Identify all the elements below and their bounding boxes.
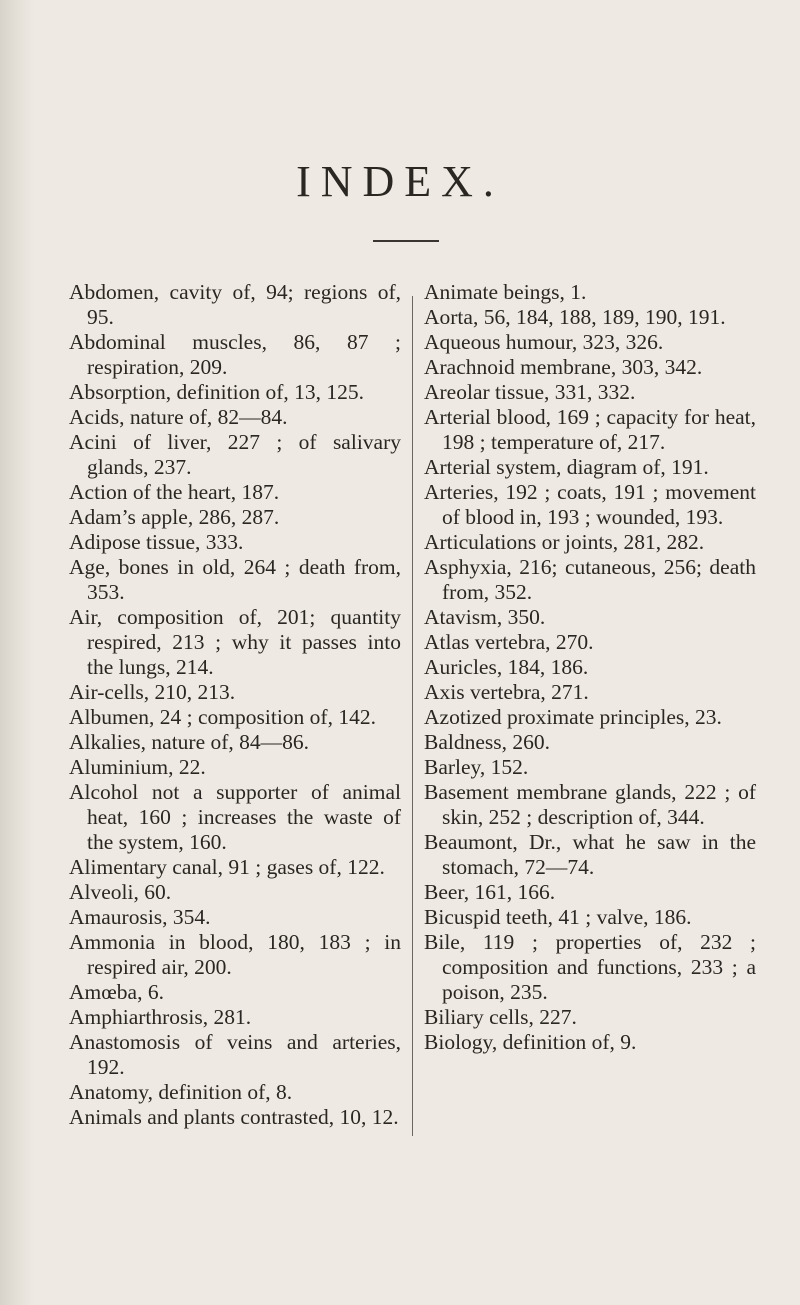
title-rule: [373, 240, 439, 242]
index-entry: Barley, 152.: [424, 755, 529, 779]
index-entry: Basement membrane glands, 222 ; of skin, 252 ; description of, 344.: [424, 780, 756, 829]
index-entry: Aluminium, 22.: [69, 755, 206, 779]
index-entry: Areolar tissue, 331, 332.: [424, 380, 636, 404]
index-entry: Alimentary canal, 91 ; gases of, 122.: [69, 855, 385, 879]
index-column-right: [424, 280, 756, 1055]
index-entry: Acini of liver, 227 ; of salivary glands, 237.: [69, 430, 401, 479]
index-entry: Absorption, definition of, 13, 125.: [69, 380, 365, 404]
index-entry: Arteries, 192 ; coats, 191 ; movement of blood in, 193 ; wounded, 193.: [424, 480, 756, 529]
index-entry: Beaumont, Dr., what he saw in the stomach, 72—74.: [424, 830, 756, 879]
index-entry: Biliary cells, 227.: [424, 1005, 577, 1029]
index-entry: Adam’s apple, 286, 287.: [69, 505, 280, 529]
index-entry: Aorta, 56, 184, 188, 189, 190, 191.: [424, 305, 726, 329]
index-entry: Acids, nature of, 82—84.: [69, 405, 288, 429]
index-entry: Abdomen, cavity of, 94; regions of, 95.: [69, 280, 401, 329]
index-entry: Animate beings, 1.: [424, 280, 587, 304]
index-entry: Ammonia in blood, 180, 183 ; in respired air, 200.: [69, 930, 401, 979]
index-entry: Anatomy, definition of, 8.: [69, 1080, 293, 1104]
index-entry: Alkalies, nature of, 84—86.: [69, 730, 310, 754]
index-entry: Amphiarthrosis, 281.: [69, 1005, 252, 1029]
index-entry: Animals and plants contrasted, 10, 12.: [69, 1105, 399, 1129]
index-entry: Amaurosis, 354.: [69, 905, 211, 929]
page-title: INDEX.: [296, 157, 504, 206]
index-entry: Albumen, 24 ; composition of, 142.: [69, 705, 376, 729]
index-entry: Arterial blood, 169 ; capacity for heat, 198 ; temperature of, 217.: [424, 405, 756, 454]
index-entry: Bile, 119 ; properties of, 232 ; composition and functions, 233 ; a poison, 235.: [424, 930, 756, 1004]
index-entry: Azotized proximate principles, 23.: [424, 705, 722, 729]
index-entry: Air-cells, 210, 213.: [69, 680, 236, 704]
index-entry: Atavism, 350.: [424, 605, 546, 629]
index-column-left: [69, 280, 401, 1130]
index-entry: Abdominal muscles, 86, 87 ; respiration, 209.: [69, 330, 401, 379]
index-entry: Arachnoid membrane, 303, 342.: [424, 355, 703, 379]
index-entry: Action of the heart, 187.: [69, 480, 280, 504]
index-entry: Baldness, 260.: [424, 730, 551, 754]
index-entry: Beer, 161, 166.: [424, 880, 556, 904]
index-entry: Anastomosis of veins and arteries, 192.: [69, 1030, 401, 1079]
index-entry: Asphyxia, 216; cutaneous, 256; death from, 352.: [424, 555, 756, 604]
index-entry: Atlas vertebra, 270.: [424, 630, 594, 654]
index-entry: Auricles, 184, 186.: [424, 655, 589, 679]
index-entry: Age, bones in old, 264 ; death from, 353.: [69, 555, 401, 604]
index-entry: Air, composition of, 201; quantity respired, 213 ; why it passes into the lungs, 214.: [69, 605, 401, 679]
index-entry: Bicuspid teeth, 41 ; valve, 186.: [424, 905, 692, 929]
column-divider: [412, 296, 413, 1136]
index-entry: Biology, definition of, 9.: [424, 1030, 637, 1054]
index-entry: Aqueous humour, 323, 326.: [424, 330, 664, 354]
index-entry: Amœba, 6.: [69, 980, 164, 1004]
index-entry: Articulations or joints, 281, 282.: [424, 530, 705, 554]
index-entry: Alcohol not a supporter of animal heat, 160 ; increases the waste of the system, 160.: [69, 780, 401, 854]
index-entry: Axis vertebra, 271.: [424, 680, 589, 704]
index-entry: Adipose tissue, 333.: [69, 530, 244, 554]
index-entry: Alveoli, 60.: [69, 880, 172, 904]
index-entry: Arterial system, diagram of, 191.: [424, 455, 709, 479]
